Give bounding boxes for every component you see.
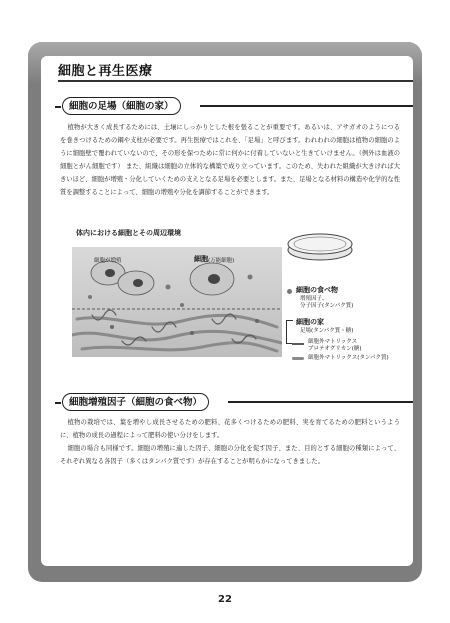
nucleus-icon [208,274,220,284]
label-matrix1-b: プロテオグリカン(糖) [308,346,362,352]
label-food-sub1: 増殖因子、 [300,296,328,302]
label-matrix1-a: 細胞外マトリックス [308,339,358,345]
section2-paragraph-1: 植物の栽培では、葉を増やし成長させるための肥料、花多くつけるための肥料、実を育てるための肥料というように、植物の成長の過程によって肥料の使い分けをします。 [60,419,400,439]
food-dot [248,275,253,280]
matrix-legend [292,357,304,360]
label-cell-note: (万能細胞) [208,258,235,264]
house-bracket [286,320,293,344]
food-dot [180,303,184,307]
label-house-sub: 足場(タンパク質・糖) [300,328,354,334]
section-heading-scaffold: 細胞の足場（細胞の家） [62,97,181,115]
section-heading-growth-factor: 細胞増殖因子（細胞の食べ物） [62,393,209,411]
nucleus-icon [133,279,143,287]
food-dot [88,295,92,299]
food-dot [166,285,171,290]
section1-paragraph: 植物が大きく成長するためには、土壌にしっかりとした根を張ることが重要です。あるいは、アサガオのようにつるを巻きつけるための鋼や支柱が必要です。再生医療ではこれを、「足場」と呼びます。われわれの細胞は植物の細胞のように細胞壁で覆われていないので、その形を保つために常に何かに付着していないと生きていけません。（例外は血液の細胞とがん細胞です） また、組織は細胞の立体的な構築で成り立っています。このため、失われた組織が大きければ大きいほど、細胞が増殖・分化していくための支えとなる足場を必要とします。また、足場となる材料の構造や化学的な性質を調整することによって、細胞の増殖や分化を調節することができます。 [60,124,400,196]
label-cell-proliferating: 細胞が増殖 [94,258,122,264]
food-dot [190,331,194,335]
label-cell: 細胞 [194,255,208,263]
proteoglycan-legend [292,343,304,345]
food-dot [255,319,259,323]
page-number: 22 [218,594,232,605]
nucleus-icon [105,269,115,277]
chapter-title: 細胞と再生医療 [58,64,153,79]
food-dot [110,325,114,329]
section-divider [200,105,413,107]
section-divider [228,401,413,403]
label-house-title: 細胞の家 [296,318,324,326]
section2-body [60,416,400,468]
label-matrix2: 細胞外マトリックス(タンパク質) [308,355,389,361]
label-food-sub2: 分子因子(タンパク質) [300,303,354,309]
title-underline [58,80,413,82]
section2-paragraph-2: 細胞の場合も同様です。細胞の増殖に適した因子、細胞の分化を促す因子、また、目的とする細胞の種類によって、それぞれ異なる各因子（多くはタンパク質です）が存在することが明らかになってきました。 [60,445,400,465]
petri-dish-icon [285,230,355,262]
figure-title: 体内における細胞とその周辺環境 [76,229,181,237]
food-dot-legend [287,289,292,294]
section1-body [60,121,400,199]
label-food-title: 細胞の食べ物 [296,286,338,294]
